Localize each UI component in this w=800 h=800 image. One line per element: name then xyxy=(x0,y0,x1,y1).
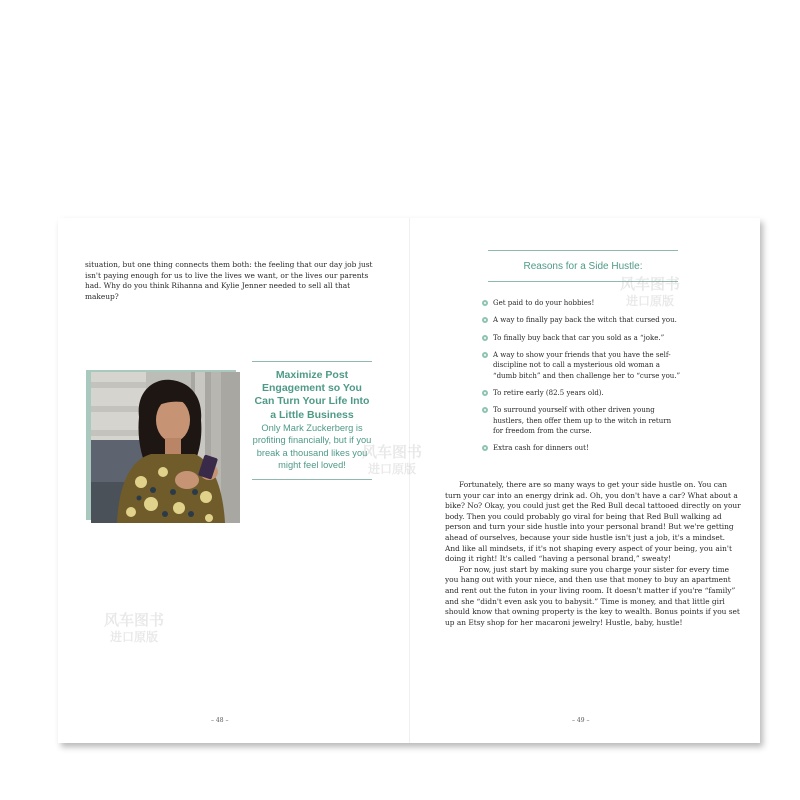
callout-title: Maximize Post Engagement so You Can Turn Your Life Into a Little Business xyxy=(254,369,370,421)
callout-bottom-rule xyxy=(252,479,372,480)
woman-with-phone-photo xyxy=(91,372,240,523)
watermark: 风车图书 进口原版 xyxy=(362,443,423,476)
callout-box xyxy=(252,361,372,480)
bullet-icon xyxy=(482,300,488,306)
list-item: To finally buy back that car you sold as a “joke.” xyxy=(482,333,682,343)
bullet-icon xyxy=(482,352,488,358)
watermark: 风车图书 进口原版 xyxy=(620,275,681,308)
body-paragraph-1: Fortunately, there are so many ways to get your side hustle on. You can turn your car into an energy drink ad. Oh, you don't have a car? What about a bike? No? Okay, you could just get the Red Bull decal tattooed directly on your body. Then you could probably go viral for being that Red Bull walking ad person and turn your side hustle into your personal brand! But we're getting ahead of ourselves, because your side hustle isn't just a job, it's a mindset. And like all mindsets, if it's not shaping every aspect of your being, you ain't doing it right! It's called “having a personal brand,” sweaty! xyxy=(445,480,741,564)
list-item: To surround yourself with other driven young hustlers, then offer them up to the witch in return for freedom from the curse. xyxy=(482,405,682,436)
bullet-icon xyxy=(482,407,488,413)
list-item: A way to finally pay back the witch that cursed you. xyxy=(482,315,682,325)
reasons-top-rule xyxy=(488,250,678,251)
left-page-number: – 48 – xyxy=(211,717,229,724)
list-item: A way to show your friends that you have the self-discipline not to call a mysterious old woman a “dumb bitch” and then challenge her to “curse you.” xyxy=(482,350,682,381)
bullet-icon xyxy=(482,390,488,396)
list-item: Extra cash for dinners out! xyxy=(482,443,682,453)
photo-block xyxy=(86,370,240,526)
left-intro-paragraph: situation, but one thing connects them both: the feeling that our day job just isn't paying enough for us to live the lives we want, or the lives our parents had. Why do you think Rihanna and Kylie Jenner needed to sell all that makeup? xyxy=(85,260,373,301)
bullet-icon xyxy=(482,317,488,323)
right-body-text xyxy=(445,480,741,628)
list-item: To retire early (82.5 years old). xyxy=(482,388,682,398)
reasons-title: Reasons for a Side Hustle: xyxy=(523,261,643,272)
left-page xyxy=(58,218,410,743)
bullet-icon xyxy=(482,445,488,451)
callout-top-rule xyxy=(252,361,372,362)
watermark: 风车图书 进口原版 xyxy=(104,611,165,644)
body-paragraph-2: For now, just start by making sure you charge your sister for every time you hang out with your niece, and then use that money to buy an apartment and rent out the futon in your living room. It doesn't matter if you're “family” and she “didn't even ask you to babysit.” Time is money, and that little girl should know that owning property is the key to wealth. Bonus points if you set up an Etsy shop for her macaroni jewelry! Hustle, baby, hustle! xyxy=(445,564,740,627)
right-page xyxy=(410,218,760,743)
reasons-list xyxy=(482,298,682,461)
bullet-icon xyxy=(482,335,488,341)
list-item: Get paid to do your hobbies! xyxy=(482,298,682,308)
callout-body: Only Mark Zuckerberg is profiting financially, but if you break a thousand likes you might feel loved! xyxy=(252,422,372,471)
right-page-number: – 49 – xyxy=(572,717,590,724)
